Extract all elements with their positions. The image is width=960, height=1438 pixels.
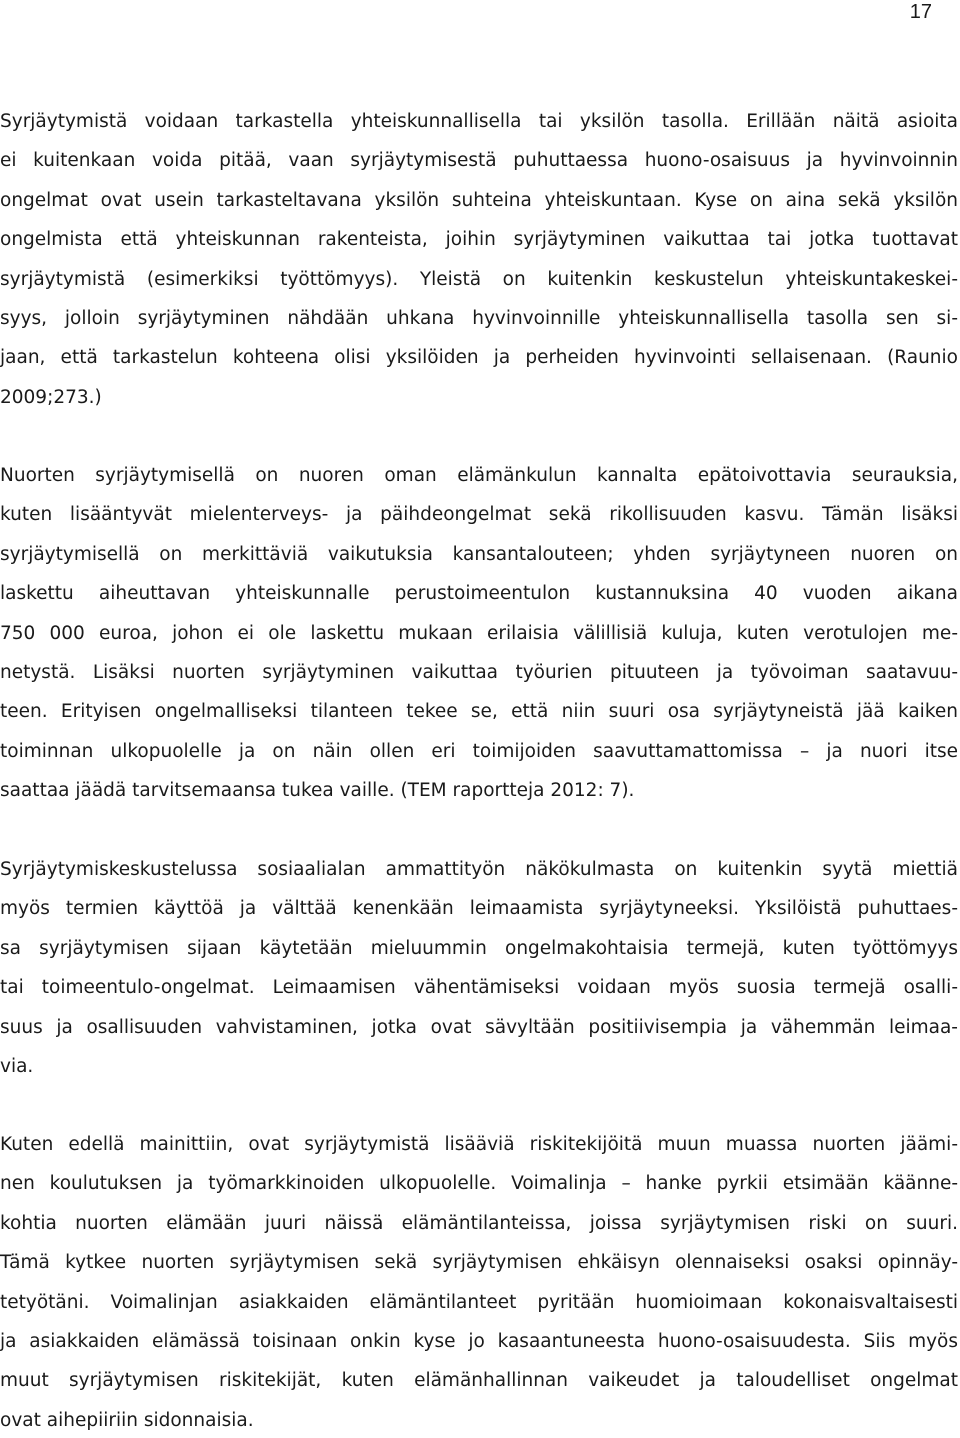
text-line: muut syrjäytymisen riskitekijät, kuten elämänhallinnan vaikeudet ja taloudelliset ongelmat [0, 1370, 958, 1392]
text-line: ja asiakkaiden elämässä toisinaan onkin kyse jo kasaantuneesta huono-osaisuudesta. Siis myös [0, 1331, 958, 1352]
page-number: 17 [909, 1, 932, 23]
text-line: syys, jolloin syrjäytyminen nähdään uhkana hyvinvoinnille yhteiskunnallisella tasolla sen si- [0, 308, 958, 329]
text-line: saattaa jäädä tarvitsemaansa tukea vaille. (TEM raportteja 2012: 7). [0, 780, 635, 802]
text-line: nen koulutuksen ja työmarkkinoiden ulkopuolelle. Voimalinja – hanke pyrkii etsimään käänne- [0, 1173, 958, 1195]
text-line: netystä. Lisäksi nuorten syrjäytyminen vaikuttaa työurien pituuteen ja työvoiman saatavuu- [0, 662, 958, 683]
text-line: Nuorten syrjäytymisellä on nuoren oman elämänkulun kannalta epätoivottavia seurauksia, [0, 465, 958, 486]
text-line: Kuten edellä mainittiin, ovat syrjäytymistä lisääviä riskitekijöitä muun muassa nuorten jäämi- [0, 1134, 958, 1155]
text-line: 750 000 euroa, johon ei ole laskettu mukaan erilaisia välillisiä kuluja, kuten verotulojen me- [0, 622, 958, 644]
text-line: tai toimeentulo-ongelmat. Leimaamisen vähentämiseksi voidaan myös suosia termejä osalli- [0, 977, 958, 999]
text-line: syrjäytymisellä on merkittäviä vaikutuksia kansantalouteen; yhden syrjäytyneen nuoren on [0, 543, 958, 565]
text-line: myös termien käyttöä ja välttää kenenkään leimaamista syrjäytyneeksi. Yksilöistä puhuttaes- [0, 898, 958, 920]
text-line: toiminnan ulkopuolelle ja on näin ollen eri toimijoiden saavuttamattomissa – ja nuori itse [0, 740, 958, 762]
text-line: jaan, että tarkastelun kohteena olisi yksilöiden ja perheiden hyvinvointi sellaisenaan. (Raunio [0, 347, 958, 369]
text-line: 2009;273.) [0, 386, 102, 408]
text-line: kuten lisääntyvät mielenterveys- ja päihdeongelmat sekä rikollisuuden kasvu. Tämän lisäksi [0, 504, 958, 526]
text-line: ongelmat ovat usein tarkasteltavana yksilön suhteina yhteiskuntaan. Kyse on aina sekä yksilön [0, 189, 958, 211]
text-line: laskettu aiheuttavan yhteiskunnalle perustoimeentulon kustannuksina 40 vuoden aikana [0, 583, 958, 605]
text-line: kohtia nuorten elämään juuri näissä elämäntilanteissa, joissa syrjäytymisen riski on suuri. [0, 1212, 958, 1234]
text-line: tetyötäni. Voimalinjan asiakkaiden elämäntilanteet pyritään huomioimaan kokonaisvaltaisesti [0, 1291, 958, 1313]
text-line: sa syrjäytymisen sijaan käytetään mieluummin ongelmakohtaisia termejä, kuten työttömyys [0, 937, 958, 959]
text-line: ovat aihepiiriin sidonnaisia. [0, 1409, 254, 1431]
text-line: Syrjäytymiskeskustelussa sosiaalialan ammattityön näkökulmasta on kuitenkin syytä miettiä [0, 859, 958, 880]
text-line: ei kuitenkaan voida pitää, vaan syrjäytymisestä puhuttaessa huono-osaisuus ja hyvinvoinnin [0, 150, 958, 172]
text-line: teen. Erityisen ongelmalliseksi tilanteen tekee se, että niin suuri osa syrjäytyneistä jää kaiken [0, 701, 958, 723]
text-line: ongelmista että yhteiskunnan rakenteista, joihin syrjäytyminen vaikuttaa tai jotka tuottavat [0, 229, 958, 251]
text-line: Tämä kytkee nuorten syrjäytymisen sekä syrjäytymisen ehkäisyn olennaiseksi osaksi opinnäy- [0, 1252, 958, 1274]
text-line: Syrjäytymistä voidaan tarkastella yhteiskunnallisella tai yksilön tasolla. Erillään näitä asioita [0, 111, 958, 132]
text-line: suus ja osallisuuden vahvistaminen, jotka ovat sävyltään positiivisempia ja vähemmän leimaa- [0, 1016, 958, 1038]
text-line: syrjäytymistä (esimerkiksi työttömyys). Yleistä on kuitenkin keskustelun yhteiskuntakeskei- [0, 268, 958, 290]
text-line: via. [0, 1056, 34, 1077]
